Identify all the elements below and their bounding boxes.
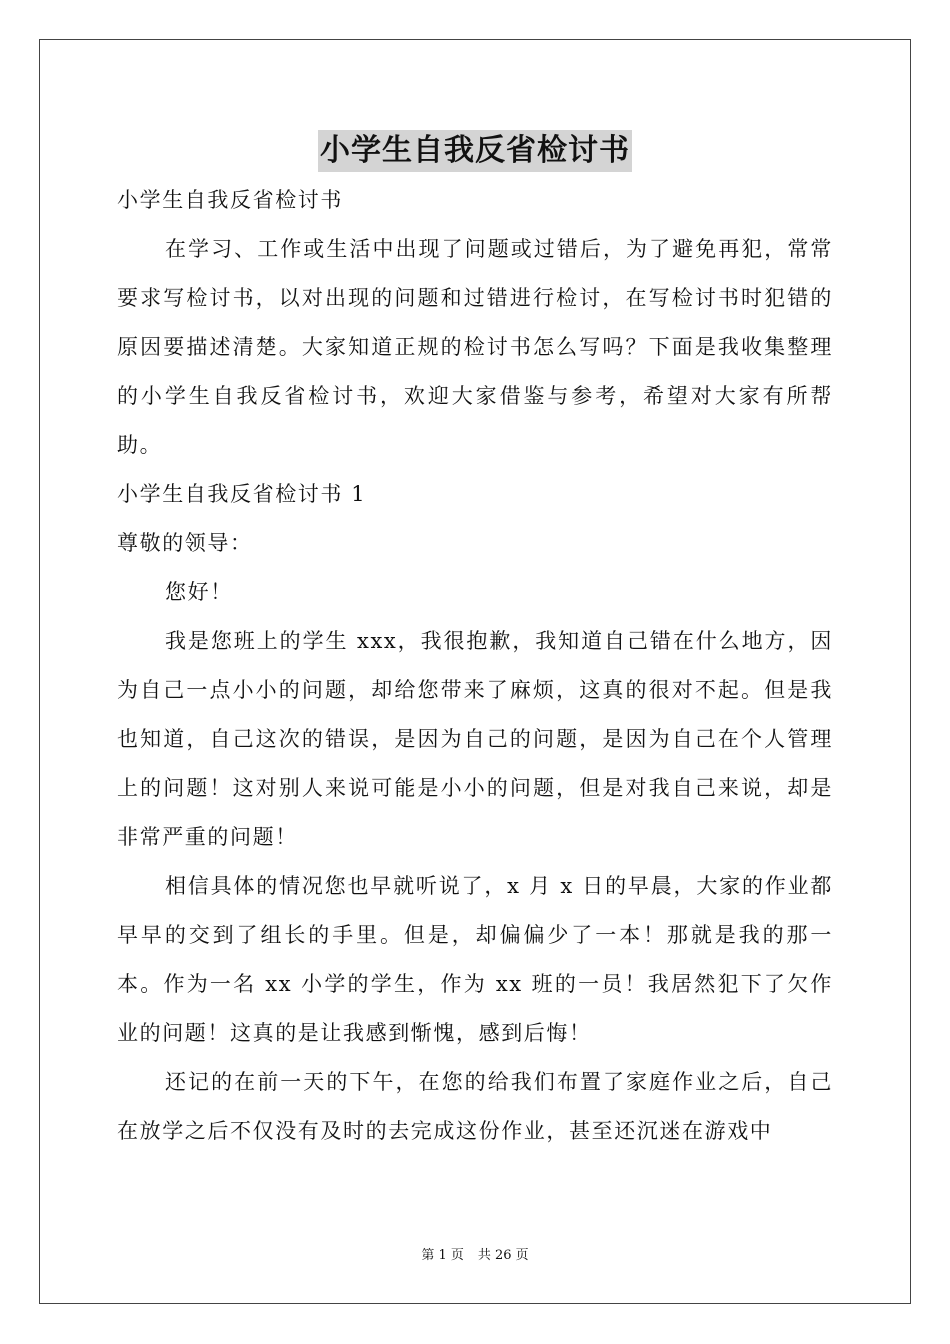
document-title <box>0 126 950 172</box>
body-paragraph: 我是您班上的学生 xxx，我很抱歉，我知道自己错在什么地方，因为自己一点小小的问题，却给您带来了麻烦，这真的很对不起。但是我也知道，自己这次的错误，是因为自己的问题，是因为自己在个人管理上的问题！这对别人来说可能是小小的问题，但是对我自己来说，却是非常严重的问题！ <box>117 629 833 849</box>
intro-paragraph: 在学习、工作或生活中出现了问题或过错后，为了避免再犯，常常要求写检讨书，以对出现的问题和过错进行检讨，在写检讨书时犯错的原因要描述清楚。大家知道正规的检讨书怎么写吗？下面是我收集整理的小学生自我反省检讨书，欢迎大家借鉴与参考，希望对大家有所帮助。 <box>117 237 833 457</box>
page-number: 第 1 页 <box>421 1248 464 1263</box>
greeting: 您好！ <box>165 580 233 604</box>
document-body <box>117 176 833 1156</box>
salutation: 尊敬的领导： <box>117 531 253 555</box>
document-title-text: 小学生自我反省检讨书 <box>318 130 632 172</box>
section-heading: 小学生自我反省检讨书 1 <box>117 482 367 506</box>
body-paragraph: 相信具体的情况您也早就听说了，x 月 x 日的早晨，大家的作业都早早的交到了组长的手里。但是，却偏偏少了一本！那就是我的那一本。作为一名 xx 小学的学生，作为 xx 班的一员！我居然犯下了欠作业的问题！这真的是让我感到惭愧，感到后悔！ <box>117 874 833 1045</box>
subtitle-paragraph: 小学生自我反省检讨书 <box>117 188 343 212</box>
body-paragraph: 还记的在前一天的下午，在您的给我们布置了家庭作业之后，自己在放学之后不仅没有及时的去完成这份作业，甚至还沉迷在游戏中 <box>117 1070 833 1143</box>
page-footer <box>0 1246 950 1266</box>
page-total: 共 26 页 <box>477 1248 529 1263</box>
